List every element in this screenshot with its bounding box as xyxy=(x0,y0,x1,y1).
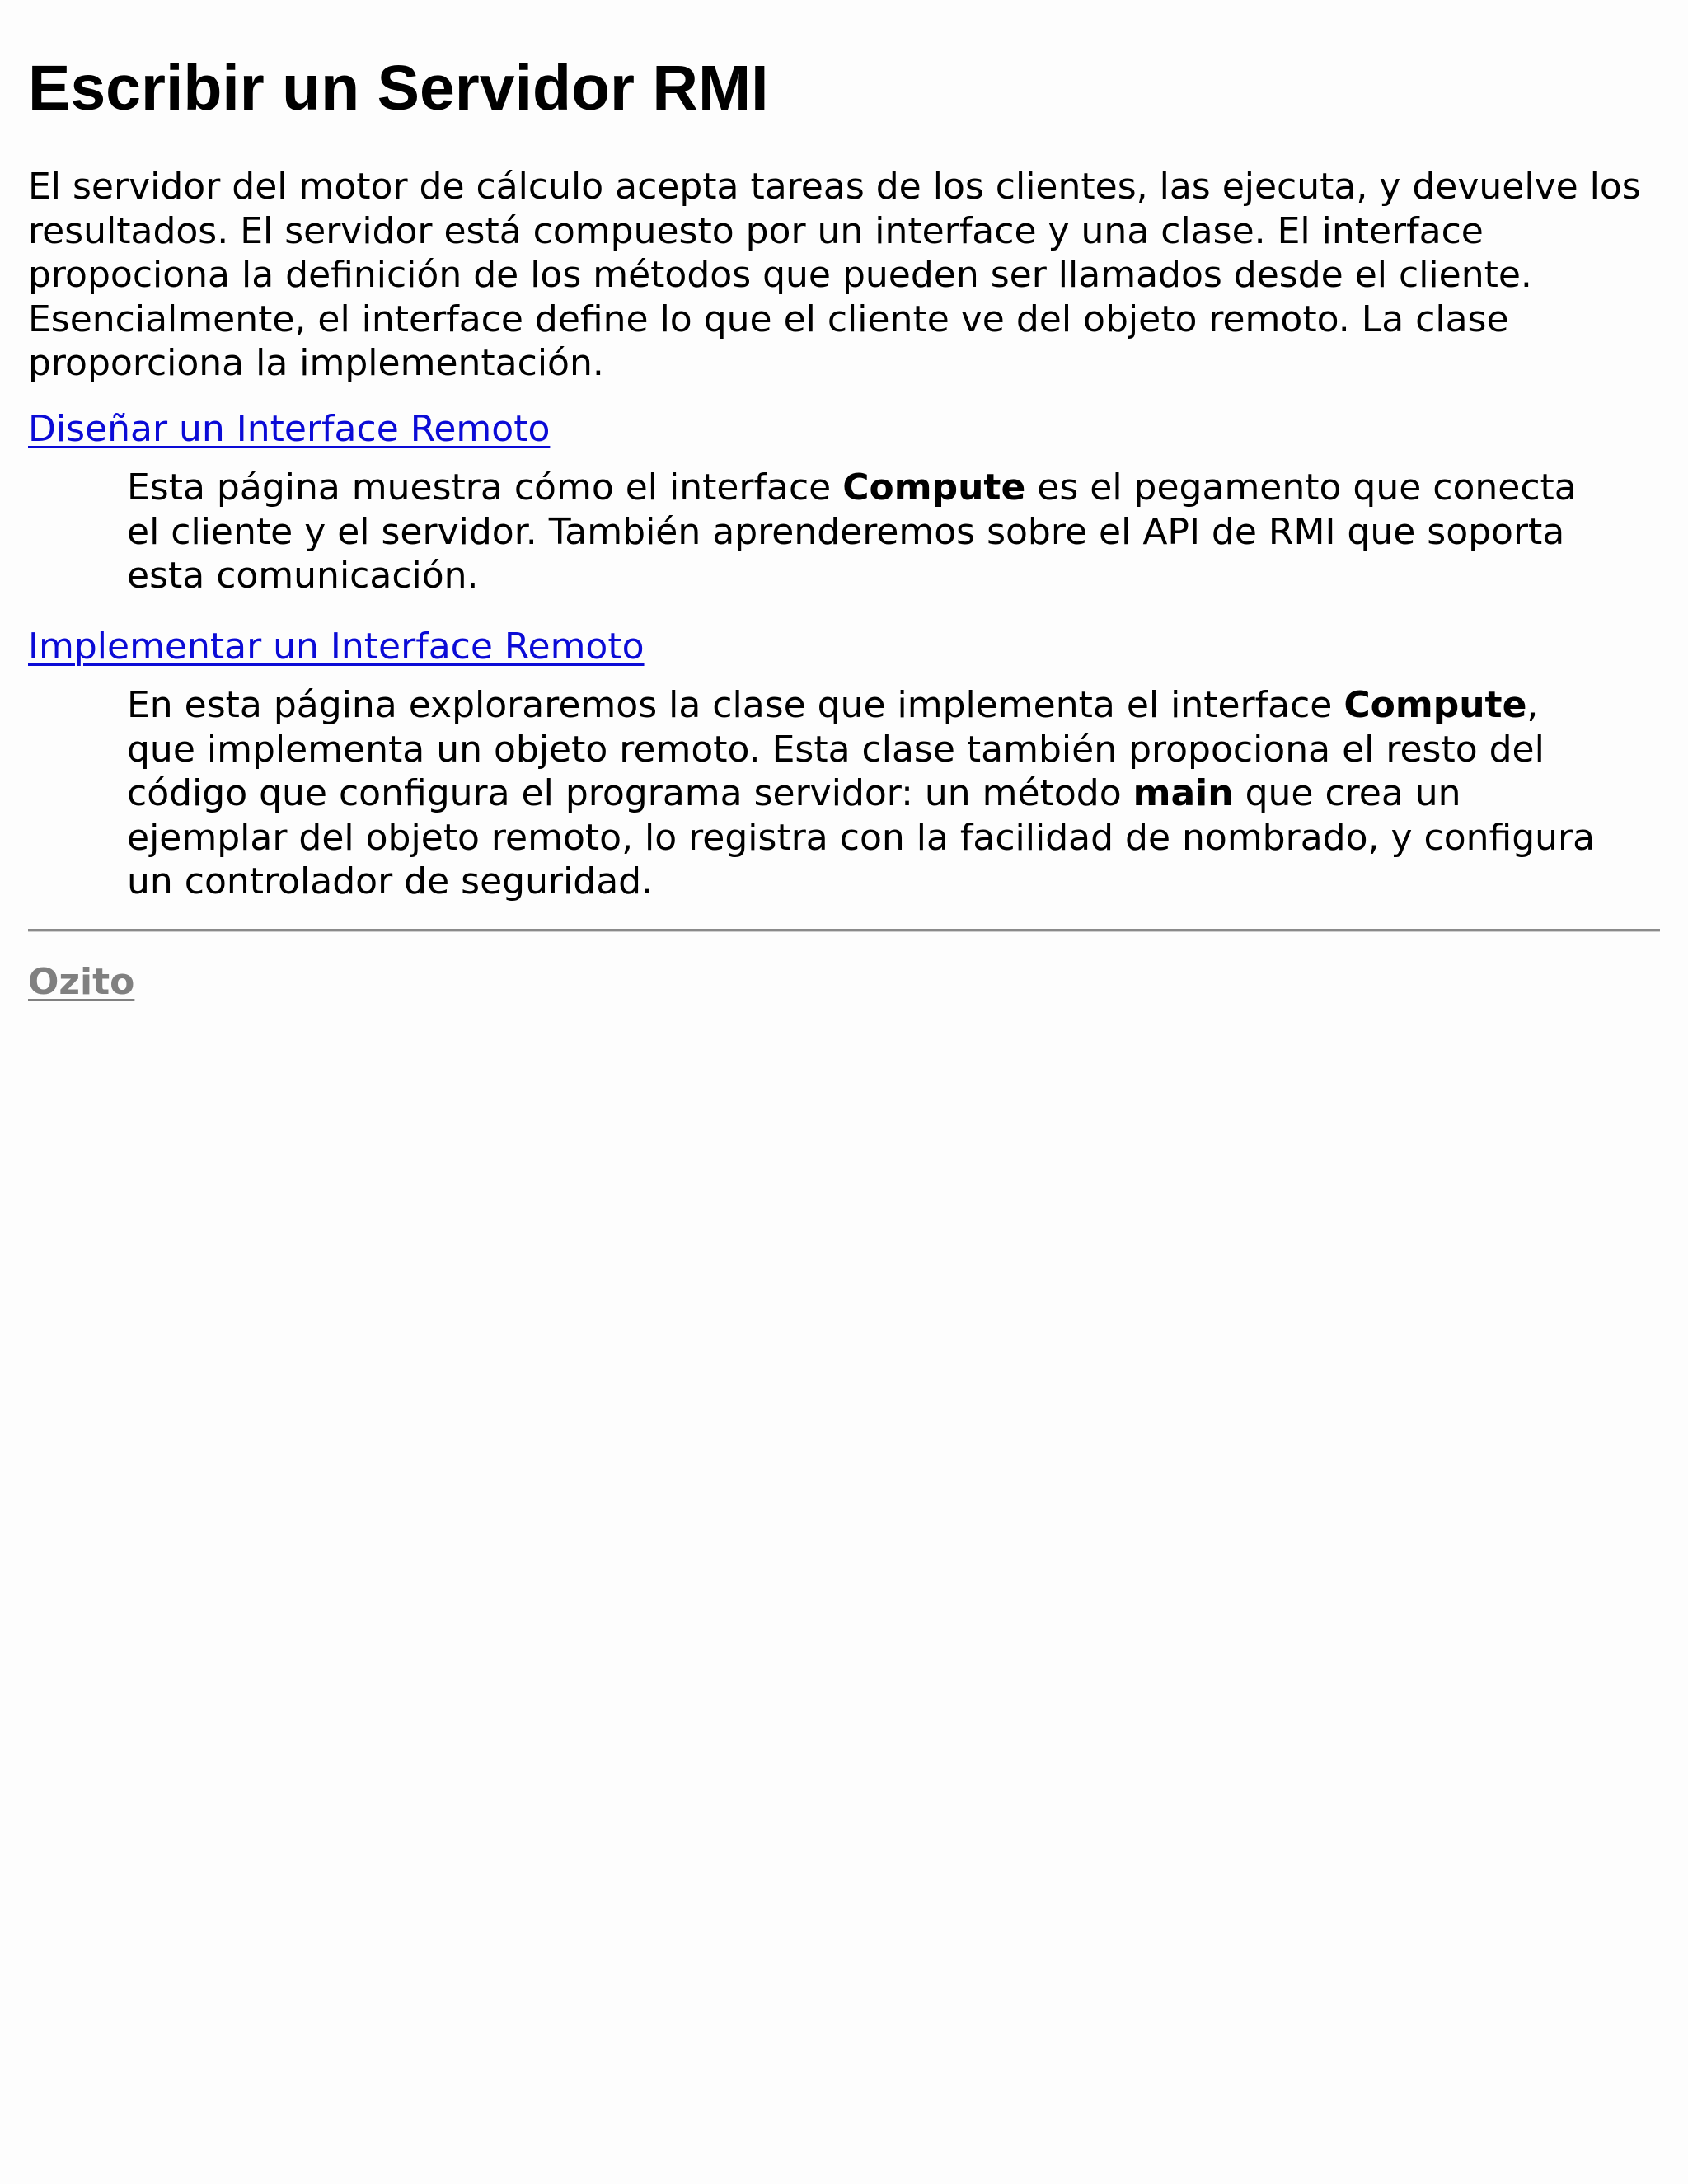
section-text: que crea un ejemplar del objeto remoto, lo registra con la facilidad de nombrado, y configura un controlador de seguridad. xyxy=(127,772,1596,902)
section-text: es el pegamento que conecta el cliente y el servidor. También aprenderemos sobre el API de RMI que soporta esta comunicación. xyxy=(127,466,1577,597)
author-link[interactable]: Ozito xyxy=(28,960,135,1003)
footer-divider xyxy=(28,929,1660,932)
page-title: Escribir un Servidor RMI xyxy=(28,53,769,124)
section-bold-term: Compute xyxy=(842,466,1026,509)
section-item-implement xyxy=(28,625,1660,669)
implement-remote-interface-link[interactable]: Implementar un Interface Remoto xyxy=(28,625,645,668)
section-description-implement xyxy=(127,683,1611,904)
design-remote-interface-link[interactable]: Diseñar un Interface Remoto xyxy=(28,407,551,450)
section-text: Esta página muestra cómo el interface xyxy=(127,466,843,509)
intro-paragraph: El servidor del motor de cálculo acepta tareas de los clientes, las ejecuta, y devuelve los resultados. El servidor está compuesto por un interface y una clase. El interface propociona la definición de los métodos que pueden ser llamados desde el cliente. Esencialmente, el interface define lo que el cliente ve del objeto remoto. La clase proporciona la implementación. xyxy=(28,166,1641,384)
section-text: , que implementa un objeto remoto. Esta clase también propociona el resto del código que configura el programa servidor: un método xyxy=(127,684,1545,814)
section-bold-term: main xyxy=(1132,772,1234,814)
section-item-design xyxy=(28,407,1660,452)
section-list xyxy=(28,407,1660,904)
section-text: En esta página exploraremos la clase que implementa el interface xyxy=(127,684,1344,726)
footer xyxy=(28,960,1660,1005)
section-description-design xyxy=(127,466,1611,598)
document-page xyxy=(28,0,1660,1004)
section-bold-term: Compute xyxy=(1343,684,1527,726)
